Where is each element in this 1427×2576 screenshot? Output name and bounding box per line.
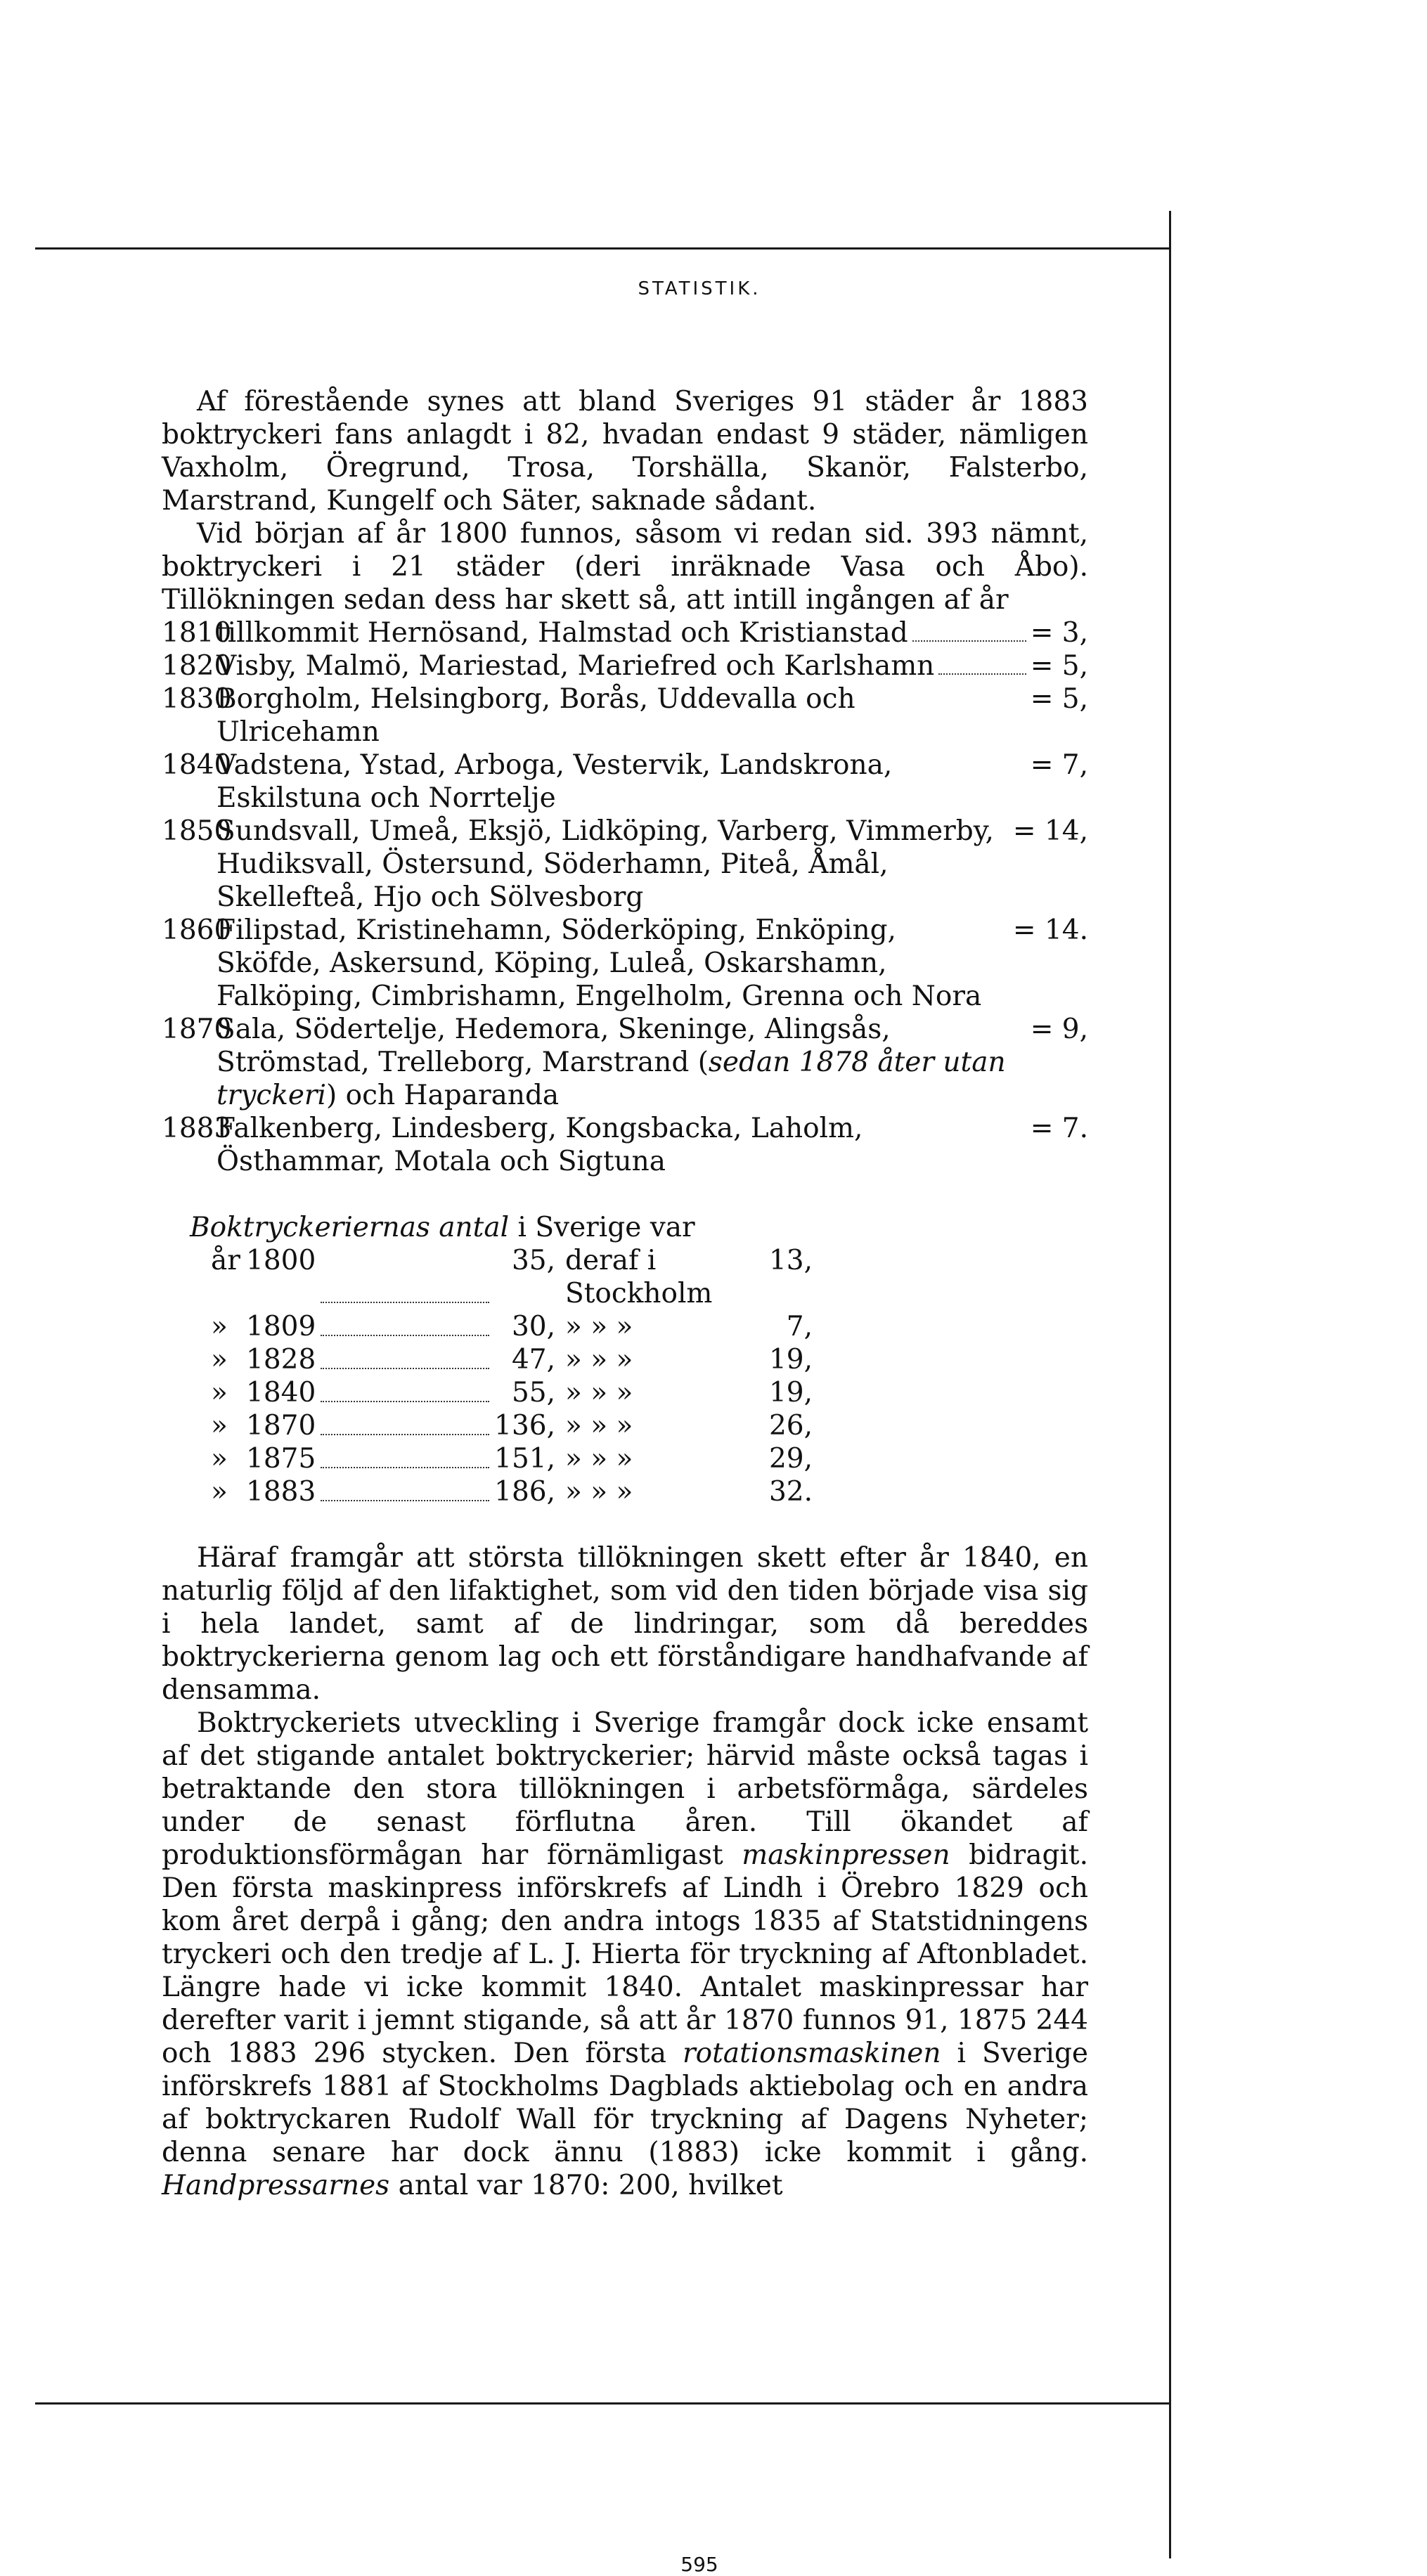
row-year: 1875: [246, 1443, 316, 1475]
growth-entry: [162, 616, 1088, 649]
table-row: [162, 1310, 1088, 1343]
intro-paragraph-1: Af förestående synes att bland Sveriges 91 städer år 1883 boktryckeri fans anlagdt i 82, hvadan endast 9 städer, nämligen Vaxholm, Öregrund, Trosa, Torshälla, Skanör, Falsterbo, Marstrand, Kungelf och Säter, saknade sådant.: [162, 386, 1088, 517]
row-label: » » »: [565, 1311, 633, 1342]
entry-year: 1860: [162, 914, 232, 946]
row-leader: [321, 1376, 489, 1402]
row-prefix: »: [211, 1311, 228, 1342]
table-row: [162, 1475, 1088, 1508]
row-count: 151,: [494, 1443, 555, 1475]
growth-entry: [162, 914, 1088, 1013]
entry-result: = 3,: [1030, 617, 1088, 649]
entry-text: Filipstad, Kristinehamn, Söderköping, Enköping, Sköfde, Askersund, Köping, Luleå, Oskarshamn, Falköping, Cimbrishamn, Engelholm, Grenna och Nora: [217, 914, 982, 1012]
row-label: » » »: [565, 1344, 633, 1376]
row-label: » » »: [565, 1443, 633, 1475]
growth-entry: [162, 749, 1088, 815]
entry-text: Borgholm, Helsingborg, Borås, Uddevalla och Ulricehamn: [217, 683, 855, 748]
row-label: deraf i Stockholm: [565, 1245, 713, 1309]
entry-year: 1810: [162, 617, 232, 649]
row-leader: [321, 1244, 489, 1303]
row-leader: [321, 1475, 489, 1501]
row-prefix: »: [211, 1344, 228, 1376]
row-prefix: år: [211, 1245, 240, 1276]
row-stockholm-count: 19,: [768, 1344, 813, 1376]
entry-year: 1870: [162, 1014, 232, 1045]
entry-year: 1850: [162, 815, 232, 847]
row-prefix: »: [211, 1410, 228, 1442]
growth-entry: [162, 1013, 1088, 1112]
entry-text: Sundsvall, Umeå, Eksjö, Lidköping, Varberg, Vimmerby, Hudiksvall, Östersund, Söderhamn, Piteå, Åmål, Skellefteå, Hjo och Sölvesborg: [217, 815, 994, 913]
row-stockholm-count: 19,: [768, 1377, 813, 1409]
entry-year: 1830: [162, 683, 232, 715]
entry-result: = 7.: [1030, 1113, 1088, 1144]
entry-result: = 5,: [1030, 683, 1088, 715]
row-count: 30,: [511, 1311, 555, 1342]
entry-result: = 9,: [1030, 1014, 1088, 1045]
row-label: » » »: [565, 1410, 633, 1442]
row-stockholm-count: 13,: [768, 1245, 813, 1276]
row-leader: [321, 1310, 489, 1336]
entry-text: tillkommit Hernösand, Halmstad och Kristianstad: [217, 617, 908, 649]
entry-year: 1883: [162, 1113, 232, 1144]
running-header: STATISTIK.: [638, 278, 761, 299]
row-prefix: »: [211, 1377, 228, 1409]
entry-result: = 14.: [1012, 914, 1088, 946]
row-stockholm-count: 7,: [786, 1311, 813, 1342]
row-stockholm-count: 32.: [768, 1476, 813, 1508]
growth-list: [162, 616, 1088, 1178]
footer-rule: [35, 2402, 1170, 2405]
header-rule: [35, 247, 1170, 250]
table-row: [162, 1376, 1088, 1409]
row-leader: [321, 1409, 489, 1435]
page-number: 595: [680, 2553, 718, 2576]
row-count: 55,: [511, 1377, 555, 1409]
growth-entry: [162, 649, 1088, 682]
entry-italic-note: sedan 1878 åter utan tryckeri: [217, 1047, 1006, 1111]
row-year: 1800: [246, 1245, 316, 1276]
entry-result: = 5,: [1030, 650, 1088, 682]
row-stockholm-count: 29,: [768, 1443, 813, 1475]
row-leader: [321, 1442, 489, 1468]
row-year: 1828: [246, 1344, 316, 1376]
row-stockholm-count: 26,: [768, 1410, 813, 1442]
page-body: [162, 385, 1088, 2202]
row-label: » » »: [565, 1476, 633, 1508]
count-table: [162, 1211, 1088, 1508]
table-title: Boktryckeriernas antal i Sverige var: [190, 1212, 695, 1243]
row-year: 1870: [246, 1410, 316, 1442]
entry-text: Visby, Malmö, Mariestad, Mariefred och Karlshamn: [217, 650, 935, 682]
growth-entry: [162, 1112, 1088, 1178]
intro-paragraph-2: Vid början af år 1800 funnos, såsom vi redan sid. 393 nämnt, boktryckeri i 21 städer (deri inräknade Vasa och Åbo). Tillökningen sedan dess har skett så, att intill ingången af år: [162, 518, 1088, 616]
row-leader: [321, 1343, 489, 1369]
paragraph-4: Boktryckeriets utveckling i Sverige framgår dock icke ensamt af det stigande antalet boktryckerier; härvid måste också tagas i betraktande den stora tillökningen i arbetsförmåga, särdeles under de senast förflutna åren. Till ökandet af produktionsförmågan har förnämligast maskinpressen bidragit. Den första maskinpress införskrefs af Lindh i Örebro 1829 och kom året derpå i gång; den andra intogs 1835 af Statstidningens tryckeri och den tredje af L. J. Hierta för tryckning af Aftonbladet. Längre hade vi icke kommit 1840. Antalet maskinpressar har derefter varit i jemnt stigande, så att år 1870 funnos 91, 1875 244 och 1883 296 stycken. Den första rotationsmaskinen i Sverige införskrefs 1881 af Stockholms Dagblads aktiebolag och en andra af boktryckaren Rudolf Wall för tryckning af Dagens Nyheter; denna senare har dock ännu (1883) icke kommit i gång. Handpressarnes antal var 1870: 200, hvilket: [162, 1707, 1089, 2201]
row-count: 35,: [511, 1245, 555, 1276]
entry-result: = 7,: [1030, 749, 1088, 781]
entry-year: 1840: [162, 749, 232, 781]
growth-entry: [162, 815, 1088, 914]
entry-result: = 14,: [1012, 815, 1088, 847]
entry-year: 1820: [162, 650, 232, 682]
entry-text: Falkenberg, Lindesberg, Kongsbacka, Laholm, Östhammar, Motala och Sigtuna: [217, 1113, 863, 1177]
row-year: 1883: [246, 1476, 316, 1508]
right-frame-rule: [1169, 211, 1171, 2558]
row-prefix: »: [211, 1476, 228, 1508]
row-count: 136,: [494, 1410, 555, 1442]
row-count: 47,: [511, 1344, 555, 1376]
row-label: » » »: [565, 1377, 633, 1409]
row-year: 1809: [246, 1311, 316, 1342]
paragraph-3: Häraf framgår att största tillökningen skett efter år 1840, en naturlig följd af den lifaktighet, som vid den tiden började visa sig i hela landet, samt af de lindringar, som då bereddes boktryckerierna genom lag och ett förståndigare handhafvande af densamma.: [162, 1542, 1088, 1706]
row-prefix: »: [211, 1443, 228, 1475]
row-year: 1840: [246, 1377, 316, 1409]
table-row: [162, 1409, 1088, 1442]
table-row: [162, 1244, 1088, 1310]
entry-text: Sala, Södertelje, Hedemora, Skeninge, Alingsås, Strömstad, Trelleborg, Marstrand (sedan 1878 åter utan tryckeri) och Haparanda: [217, 1014, 1006, 1111]
table-row: [162, 1343, 1088, 1376]
table-row: [162, 1442, 1088, 1475]
entry-text: Vadstena, Ystad, Arboga, Vestervik, Landskrona, Eskilstuna och Norrtelje: [217, 749, 893, 814]
growth-entry: [162, 682, 1088, 749]
row-count: 186,: [494, 1476, 555, 1508]
